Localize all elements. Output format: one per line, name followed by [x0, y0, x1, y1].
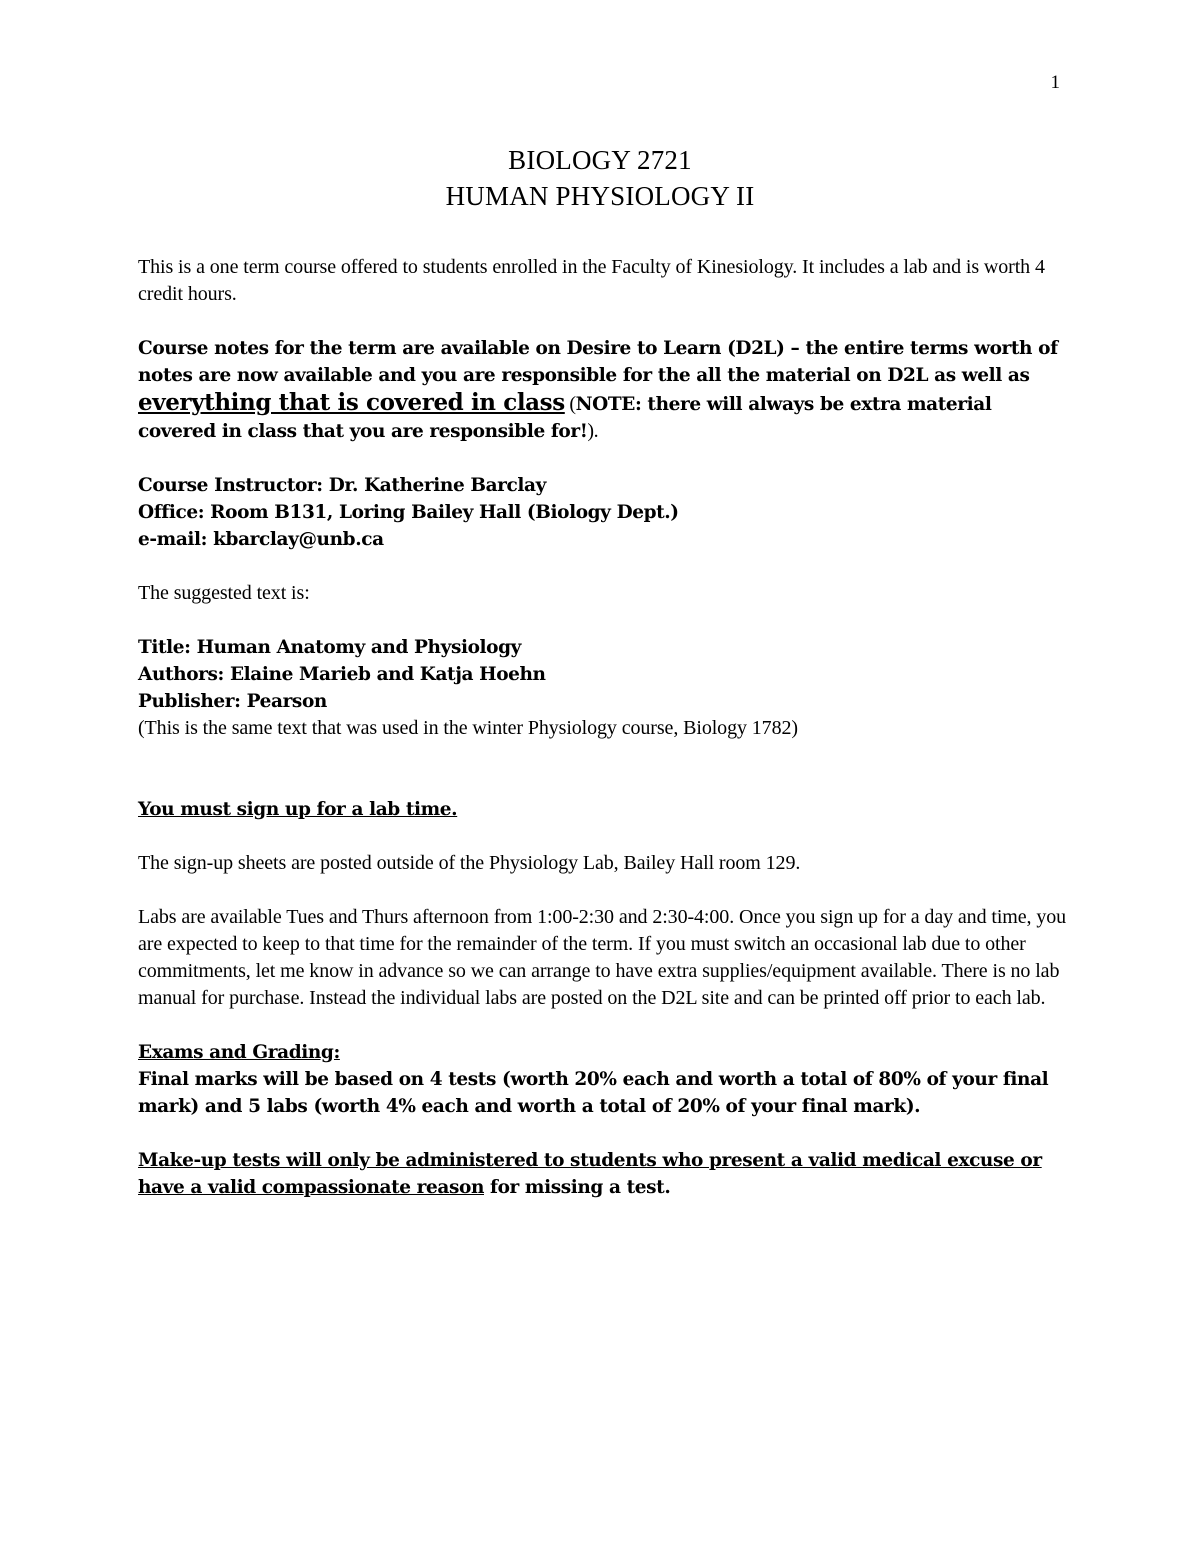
grading-text: Final marks will be based on 4 tests (worth 20% each and worth a total of 80% of your final mark) and 5 labs (worth 4% each and worth a total of 20% of your final mark). [138, 1069, 1049, 1117]
grading-heading: Exams and Grading: [138, 1042, 340, 1063]
instructor-block [138, 472, 1068, 553]
lab-heading: You must sign up for a lab time. [138, 799, 458, 820]
textbook-authors: Authors: Elaine Marieb and Katja Hoehn [138, 664, 546, 685]
suggested-text-intro: The suggested text is: [138, 582, 310, 604]
makeup-paragraph [138, 1147, 1068, 1201]
grading-block [138, 1039, 1068, 1120]
notes-rest: there will always be extra material covered in class that you are responsible for! [138, 394, 992, 442]
textbook-note: (This is the same text that was used in the winter Physiology course, Biology 1782) [138, 717, 798, 739]
instructor-office: Office: Room B131, Loring Bailey Hall (Biology Dept.) [138, 502, 679, 523]
intro-paragraph: This is a one term course offered to students enrolled in the Faculty of Kinesiology. It includes a lab and is worth 4 credit hours. [138, 256, 1045, 305]
course-code: BIOLOGY 2721 [508, 145, 692, 175]
course-name: HUMAN PHYSIOLOGY II [445, 181, 755, 211]
document-title [0, 142, 1200, 214]
instructor-name: Course Instructor: Dr. Katherine Barclay [138, 475, 546, 496]
instructor-email: e-mail: kbarclay@unb.ca [138, 529, 384, 550]
makeup-underlined: Make-up tests will only be administered to students who present a valid medical excuse or have a valid compassionate reason [138, 1150, 1042, 1198]
notes-paren-open: ( [564, 393, 576, 415]
textbook-title: Title: Human Anatomy and Physiology [138, 637, 521, 658]
textbook-publisher: Publisher: Pearson [138, 691, 327, 712]
notes-emphasis: everything that is covered in class [138, 389, 565, 416]
notes-text: Course notes for the term are available on Desire to Learn (D2L) – the entire terms worth of notes are now available and you are responsible for the all the material on D2L as well as [138, 338, 1058, 386]
course-notes-paragraph [138, 335, 1068, 445]
document-body [138, 254, 1068, 1201]
page-number: 1 [1050, 72, 1060, 93]
textbook-block [138, 634, 1068, 742]
lab-signup-paragraph: The sign-up sheets are posted outside of the Physiology Lab, Bailey Hall room 129. [138, 852, 801, 874]
notes-paren-close: ). [587, 420, 599, 442]
lab-details-paragraph: Labs are available Tues and Thurs afternoon from 1:00-2:30 and 2:30-4:00. Once you sign up for a day and time, you are expected to keep to that time for the remainder of the term. If you must switch an occasional lab due to other commitments, let me know in advance so we can arrange to have extra supplies/equipment available. There is no lab manual for purchase. Instead the individual labs are posted on the D2L site and can be printed off prior to each lab. [138, 906, 1067, 1009]
makeup-rest: for missing a test. [484, 1177, 671, 1198]
notes-label: NOTE: [575, 394, 642, 415]
